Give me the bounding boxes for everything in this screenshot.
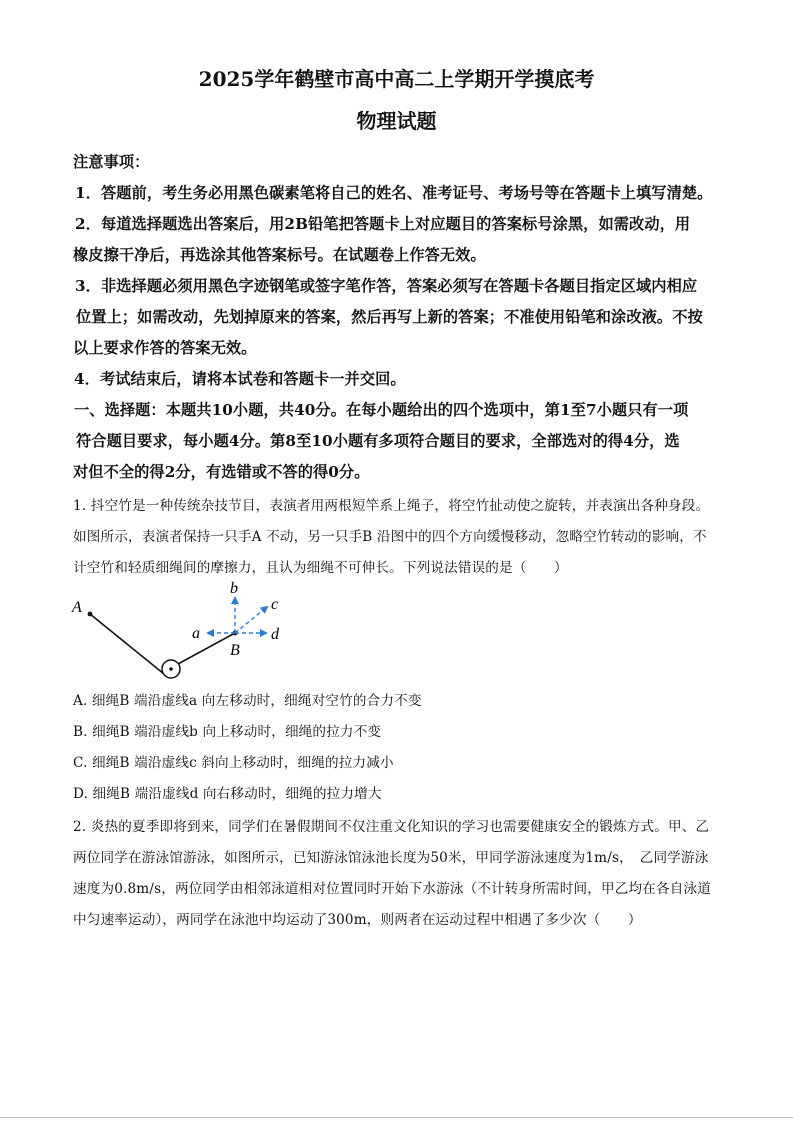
notice-line: 位置上；如需改动，先划掉原来的答案，然后再写上新的答案；不准使用铅笔和涂改液。不按 xyxy=(76,308,703,326)
q1-stem-line: 计空竹和轻质细绳间的摩擦力，且认为细绳不可伸长。下列说法错误的是（ ） xyxy=(73,560,568,576)
exam-title: 2025学年鹤壁市高中高二上学期开学摸底考 xyxy=(198,67,595,91)
page-bottom-rule xyxy=(0,1117,793,1118)
diabolo-center xyxy=(169,667,173,671)
q2-stem-line: 速度为0.8m/s，两位同学由相邻泳道相对位置同时开始下水游泳（不计转身所需时间，甲乙均在各自泳道 xyxy=(73,881,711,897)
q2-stem-line: 两位同学在游泳馆游泳，如图所示，已知游泳馆泳池长度为50米，甲同学游泳速度为1m/s， 乙同学游泳 xyxy=(73,850,709,866)
notice-line: 4．考试结束后，请将本试卷和答题卡一并交回。 xyxy=(74,370,406,388)
label-b: b xyxy=(230,580,238,597)
label-a: a xyxy=(192,625,200,642)
rope-left xyxy=(90,614,164,674)
q1-stem-line: 1. 抖空竹是一种传统杂技节目，表演者用两根短竿系上绳子，将空竹扯动使之旋转，并表演出各种身段。 xyxy=(73,498,710,514)
q1-rope-figure xyxy=(68,578,298,690)
section-intro-line: 符合题目要求，每小题4分。第8至10小题有多项符合题目的要求，全部选对的得4分，选 xyxy=(76,432,680,450)
q2-stem-line: 中匀速率运动），两同学在泳池中均运动了300m，则两者在运动过程中相遇了多少次（ ） xyxy=(73,912,642,928)
q1-option-b: B. 细绳B 端沿虚线b 向上移动时，细绳的拉力不变 xyxy=(73,724,382,740)
point-a-dot xyxy=(88,612,93,617)
notice-line: 以上要求作答的答案无效。 xyxy=(73,339,257,357)
q1-option-a: A. 细绳B 端沿虚线a 向左移动时，细绳对空竹的合力不变 xyxy=(73,693,422,709)
notice-line: 2．每道选择题选出答案后，用2B铅笔把答题卡上对应题目的答案标号涂黑，如需改动，用 xyxy=(75,215,691,233)
notice-line: 橡皮擦干净后，再选涂其他答案标号。在试题卷上作答无效。 xyxy=(73,246,486,264)
notice-heading: 注意事项： xyxy=(73,153,150,171)
q1-stem-line: 如图所示，表演者保持一只手A 不动，另一只手B 沿图中的四个方向缓慢移动，忽略空竹转动的影响，不 xyxy=(73,529,707,545)
q1-option-d: D. 细绳B 端沿虚线d 向右移动时，细绳的拉力增大 xyxy=(73,786,382,802)
label-c: c xyxy=(271,596,279,613)
notice-line: 3．非选择题必须用黑色字迹钢笔或签字笔作答，答案必须写在答题卡各题目指定区域内相应 xyxy=(75,277,698,295)
q2-stem-line: 2. 炎热的夏季即将到来，同学们在暑假期间不仅注重文化知识的学习也需要健康安全的锻炼方式。甲、乙 xyxy=(73,819,710,835)
rope-right xyxy=(178,633,235,664)
exam-subtitle: 物理试题 xyxy=(356,109,437,133)
notice-line: 1．答题前，考生务必用黑色碳素笔将自己的姓名、准考证号、考场号等在答题卡上填写清楚。 xyxy=(75,184,713,202)
label-A: A xyxy=(72,599,82,616)
arrow-c xyxy=(235,607,267,633)
label-d: d xyxy=(271,626,279,643)
section-intro-line: 一、选择题：本题共10小题，共40分。在每小题给出的四个选项中，第1至7小题只有一项 xyxy=(74,401,689,419)
q1-option-c: C. 细绳B 端沿虚线c 斜向上移动时，细绳的拉力减小 xyxy=(73,755,394,771)
section-intro-line: 对但不全的得2分，有选错或不答的得0分。 xyxy=(73,463,370,481)
label-B: B xyxy=(230,642,240,659)
